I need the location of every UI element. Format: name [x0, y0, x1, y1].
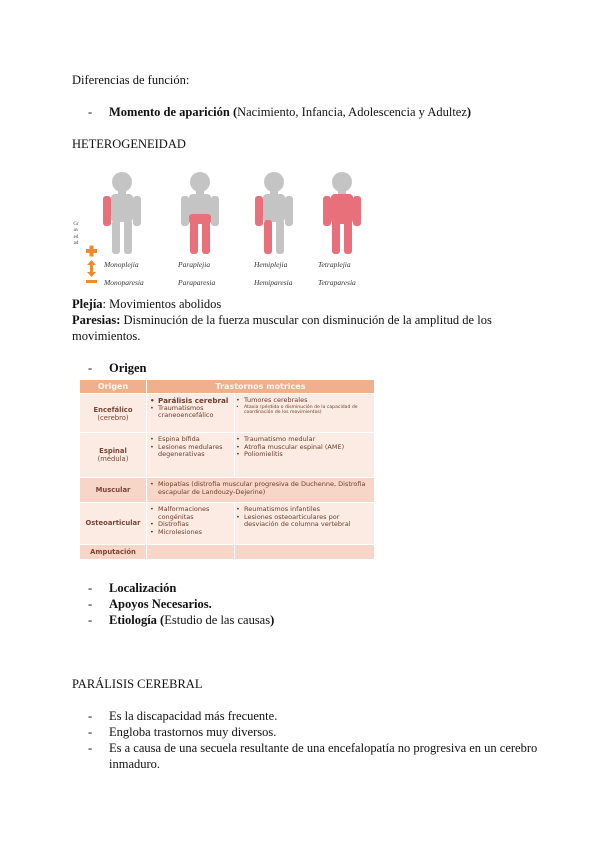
heading-heterogeneidad: HETEROGENEIDAD — [72, 137, 186, 151]
paralysis-types-figure — [70, 168, 370, 292]
list-item: • Microlesiones — [150, 529, 232, 537]
list-item: • Traumatismo medular — [236, 436, 372, 444]
list-item: • Espina bífida — [150, 436, 232, 444]
bullet-dash: - — [88, 725, 93, 739]
list-item: • Lesiones osteoarticulares por desviación de columna vertebral — [236, 514, 372, 529]
table-row — [80, 503, 374, 544]
table-row — [80, 394, 374, 432]
caption-tetraparesia: Tetraparesia — [318, 278, 356, 287]
kid-monoplejia-figure — [103, 172, 141, 254]
bullet-apoyos-label: Apoyos Necesarios. — [109, 597, 212, 611]
paresias-definition-cont: movimientos. — [72, 329, 141, 343]
disorders-cell-a — [150, 436, 232, 459]
origin-name: Muscular — [95, 486, 131, 494]
origin-cell — [80, 519, 146, 527]
origin-table-header-origen: Origen — [80, 380, 146, 393]
pc-bullet-text: Engloba trastornos muy diversos. — [109, 725, 277, 739]
bullet-etiologia-close: ) — [270, 613, 275, 627]
caption-paraparesia: Paraparesia — [178, 278, 216, 287]
bullet-dash: - — [88, 741, 93, 755]
caption-monoparesia: Monoparesia — [104, 278, 144, 287]
bullet-dash: - — [88, 105, 93, 119]
list-item: • Atrofia muscular espinal (AME) — [236, 444, 372, 452]
origin-subname: (médula) — [97, 455, 129, 463]
bullet-dash: - — [88, 581, 93, 595]
disorders-cell-a — [150, 506, 232, 536]
plejia-definition — [72, 296, 221, 312]
bullet-dash: - — [88, 361, 93, 375]
bullet-dash: - — [88, 597, 93, 611]
list-item: • Lesiones medulares degenerativas — [150, 444, 232, 459]
disorders-cell-b — [236, 436, 372, 459]
caption-hemiplejia: Hemiplejia — [254, 260, 288, 269]
origin-cell — [80, 548, 146, 556]
kid-tetraplejia-figure — [323, 172, 361, 254]
table-divider — [234, 503, 235, 559]
caption-monoplejia: Monoplejia — [104, 260, 139, 269]
table-row — [80, 478, 374, 502]
list-item: • Tumores cerebrales — [236, 397, 372, 405]
bullet-dash: - — [88, 613, 93, 627]
origin-name: Osteoarticular — [85, 519, 141, 527]
figure-svg — [70, 168, 370, 292]
bullet-localizacion-label: Localización — [109, 581, 177, 595]
origin-cell — [80, 486, 146, 494]
disorders-cell-a — [150, 481, 372, 496]
origin-name: Amputación — [90, 548, 136, 556]
caption-hemiparesia: Hemiparesia — [254, 278, 293, 287]
list-item: • Miopatías (distrofia muscular progresiva de Duchenne, Distrofia escapular de Landouzy-Dejerine) — [150, 481, 372, 496]
bullet-etiologia-rest: Estudio de las causas — [164, 613, 271, 627]
bullet-origen-label: Origen — [109, 361, 147, 375]
plejia-def: : Movimientos abolidos — [102, 297, 222, 311]
origin-cell — [80, 406, 146, 422]
list-item: • Traumatismos craneoencefálico — [150, 405, 232, 420]
origin-cell — [80, 447, 146, 463]
kid-paraplejia-figure — [181, 172, 219, 254]
paresias-term: Paresias: — [72, 313, 121, 327]
origin-name: Encefálico — [93, 406, 133, 414]
table-divider — [146, 394, 147, 559]
disorders-cell-b — [236, 506, 372, 529]
list-item: • Parálisis cerebral — [150, 397, 232, 405]
pc-bullet-text: Es a causa de una secuela resultante de una encefalopatía no progresiva en un cerebro — [109, 741, 538, 755]
pc-bullet-text: Es la discapacidad más frecuente. — [109, 709, 278, 723]
table-row — [80, 433, 374, 477]
plus-icon — [86, 246, 97, 257]
caption-paraplejia: Paraplejia — [178, 260, 211, 269]
origin-subname: (cerebro) — [97, 414, 129, 422]
disorders-cell-a — [150, 397, 232, 420]
origin-table — [80, 380, 374, 559]
kid-hemiplejia-figure — [255, 172, 293, 254]
list-item: • Poliomielitis — [236, 451, 372, 459]
heading-paralisis-cerebral: PARÁLISIS CEREBRAL — [72, 677, 203, 691]
list-item: • Ataxia (pérdida o disminución de la capacidad de coordinación de los movimientos) — [236, 405, 372, 416]
table-divider — [234, 394, 235, 478]
list-item: • Reumatismos infantiles — [236, 506, 372, 514]
origin-name: Espinal — [99, 447, 127, 455]
bullet-momento-close: ) — [466, 105, 472, 119]
bullet-etiologia-bold: Etiología ( — [109, 613, 165, 627]
bullet-dash: - — [88, 709, 93, 723]
severity-label: Gravedad — [73, 222, 79, 246]
intro-text: Diferencias de función: — [72, 73, 190, 87]
bullet-momento-rest: Nacimiento, Infancia, Adolescencia y Adultez — [237, 105, 467, 119]
list-item: • Distrofias — [150, 521, 232, 529]
minus-icon — [86, 280, 97, 283]
table-row — [80, 545, 374, 559]
origin-table-header-trastornos: Trastornos motrices — [147, 380, 374, 393]
caption-tetraplejia: Tetraplejia — [318, 260, 351, 269]
pc-bullet-continuation: inmaduro. — [109, 757, 161, 771]
list-item: • Malformaciones congénitas — [150, 506, 232, 521]
disorders-cell-b — [236, 397, 372, 416]
plejia-term: Plejía — [72, 297, 103, 311]
bullet-momento-bold: Momento de aparición ( — [109, 105, 238, 119]
arrow-updown-icon — [87, 260, 96, 277]
paresias-def: Disminución de la fuerza muscular con disminución de la amplitud de los — [120, 313, 492, 327]
paresias-definition — [72, 312, 492, 328]
